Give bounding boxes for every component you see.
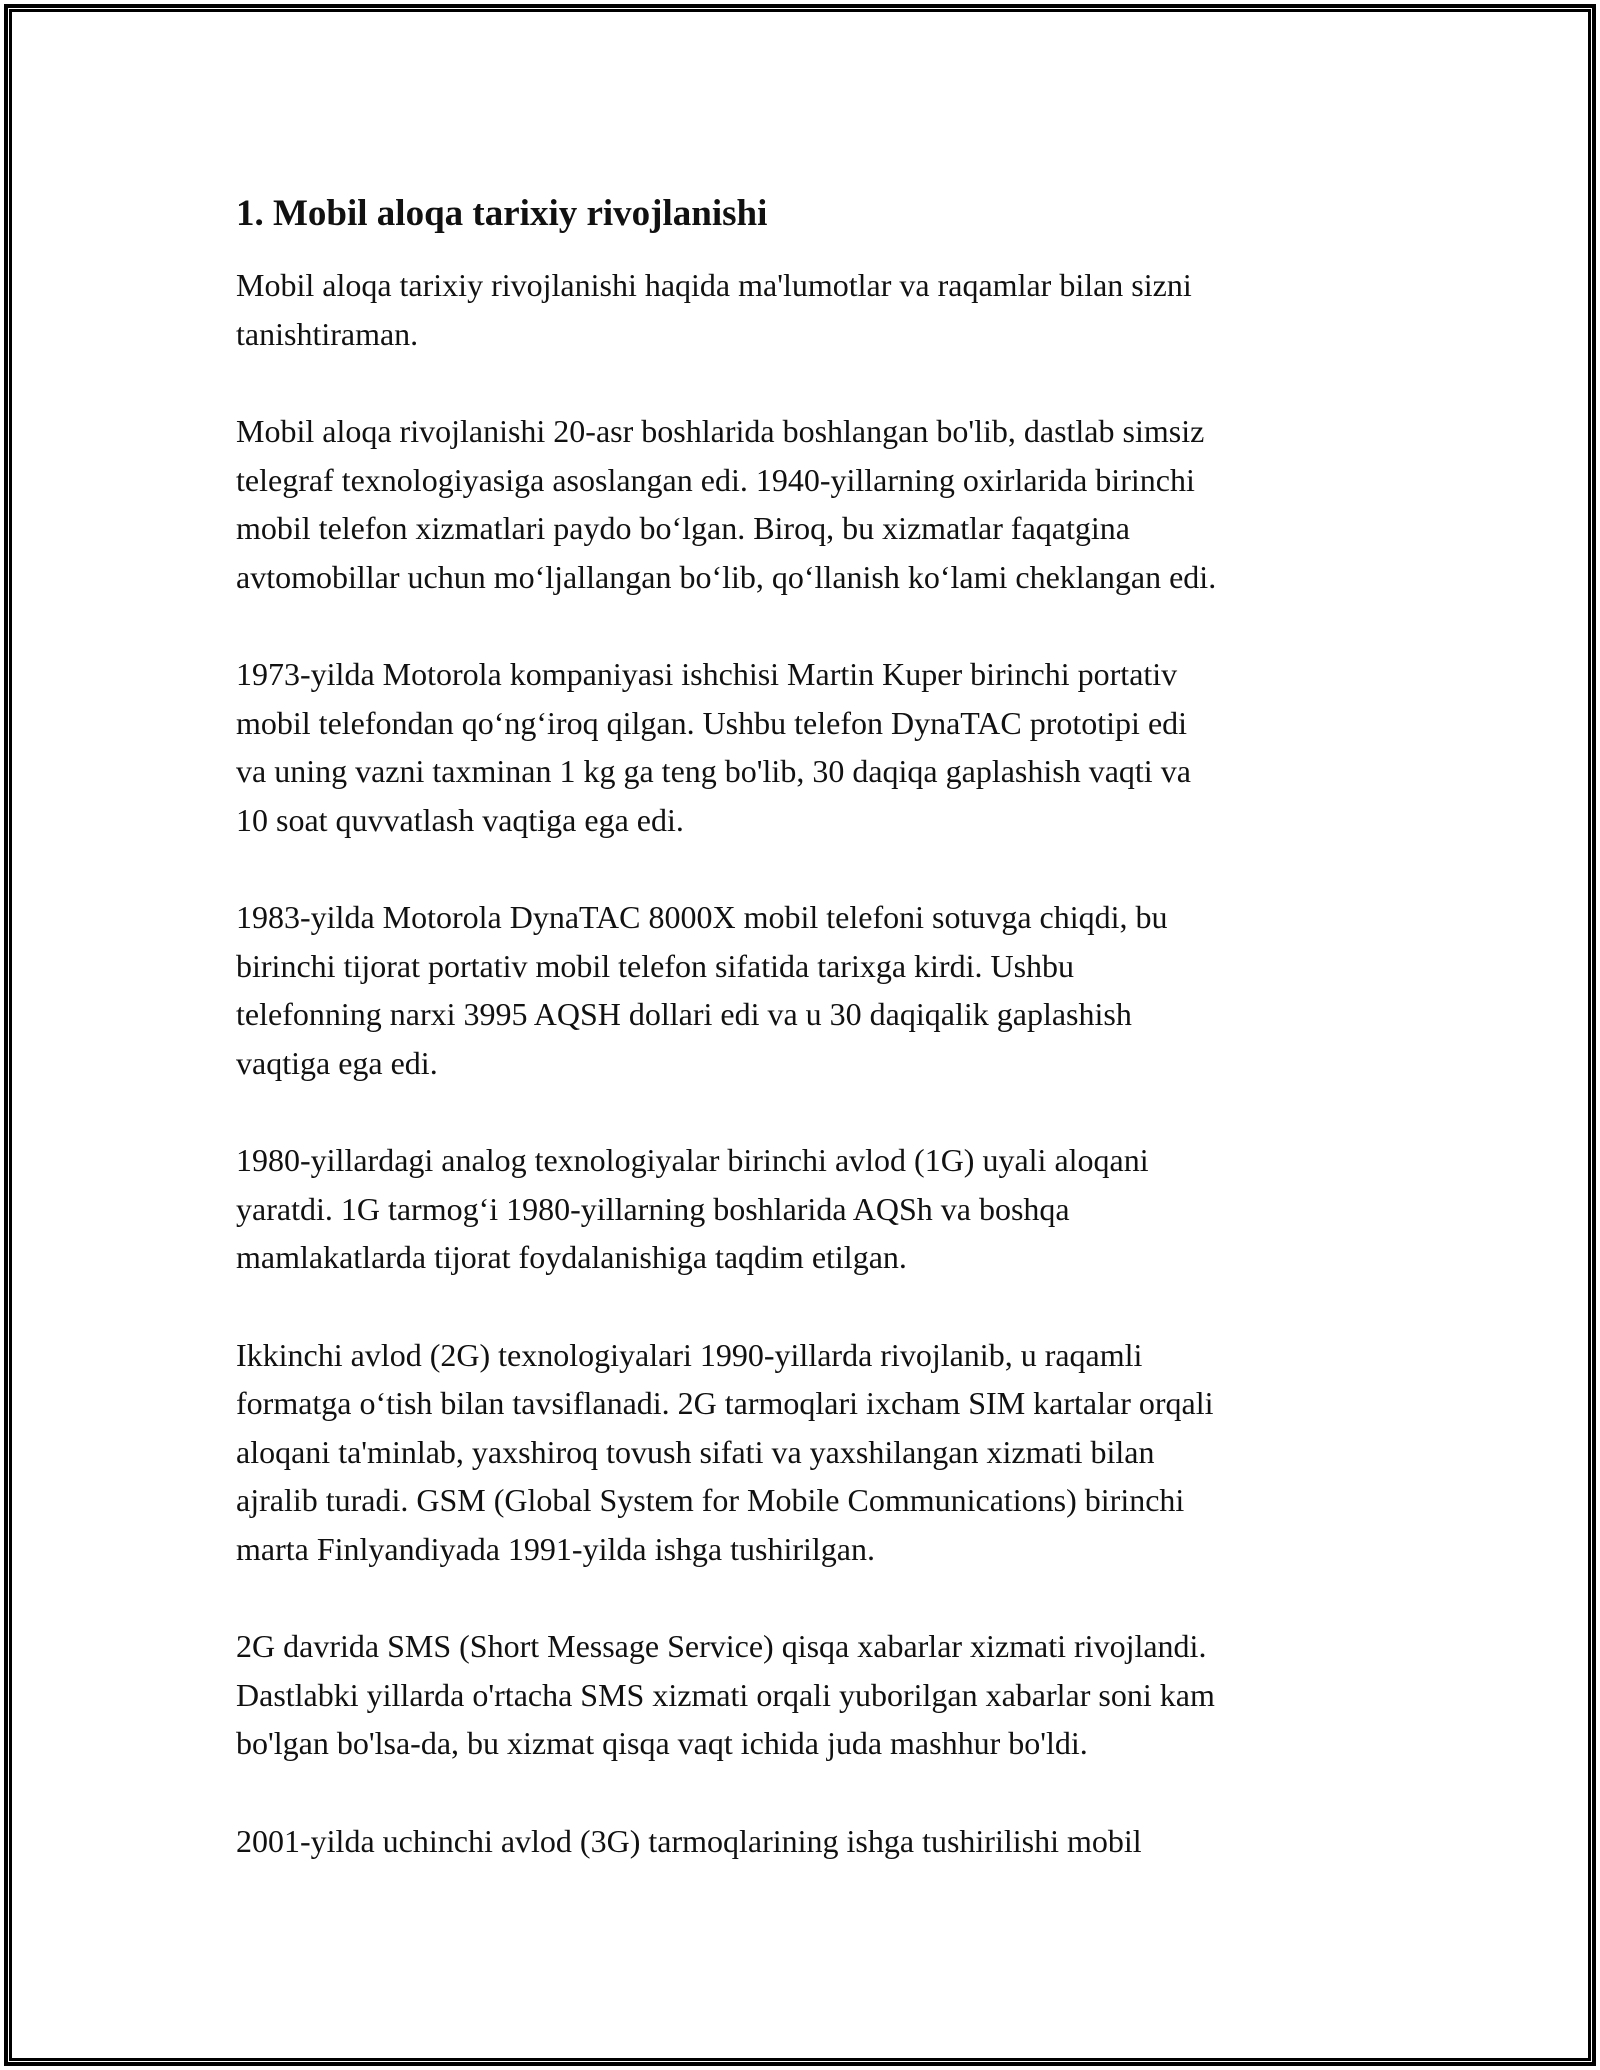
document-body [236, 185, 1376, 1914]
paragraph-1973-first-call: 1973-yilda Motorola kompaniyasi ishchisi Martin Kuper birinchi portativ mobil telefondan qo‘ng‘iroq qilgan. Ushbu telefon DynaTAC prototipi edi va uning vazni taxminan 1 kg ga teng bo'lib, 30 daqiqa gaplashish vaqti va 10 soat quvvatlash vaqtiga ega edi. [236, 656, 1191, 838]
paragraph-3g: 2001-yilda uchinchi avlod (3G) tarmoqlarining ishga tushirilishi mobil [236, 1822, 1142, 1859]
paragraph-1983-dynatac: 1983-yilda Motorola DynaTAC 8000X mobil telefoni sotuvga chiqdi, bu birinchi tijorat portativ mobil telefon sifatida tarixga kirdi. Ushbu telefonning narxi 3995 AQSH dollari edi va u 30 daqiqalik gaplashish vaqtiga ega edi. [236, 899, 1168, 1081]
paragraph-1g: 1980-yillardagi analog texnologiyalar birinchi avlod (1G) uyali aloqani yaratdi. 1G tarmog‘i 1980-yillarning boshlarida AQSh va boshqa mamlakatlarda tijorat foydalanishiga taqdim etilgan. [236, 1142, 1149, 1275]
paragraph-intro: Mobil aloqa tarixiy rivojlanishi haqida ma'lumotlar va raqamlar bilan sizni tanishtiraman. [236, 267, 1192, 352]
section-heading: 1. Mobil aloqa tarixiy rivojlanishi [236, 193, 768, 234]
paragraph-2g: Ikkinchi avlod (2G) texnologiyalari 1990-yillarda rivojlanib, u raqamli formatga o‘tish bilan tavsiflanadi. 2G tarmoqlari ixcham SIM kartalar orqali aloqani ta'minlab, yaxshiroq tovush sifati va yaxshilangan xizmati bilan ajralib turadi. GSM (Global System for Mobile Communications) birinchi marta Finlyandiyada 1991-yilda ishga tushirilgan. [236, 1336, 1214, 1567]
paragraph-sms: 2G davrida SMS (Short Message Service) qisqa xabarlar xizmati rivojlandi. Dastlabki yillarda o'rtacha SMS xizmati orqali yuborilgan xabarlar soni kam bo'lgan bo'lsa-da, bu xizmat qisqa vaqt ichida juda mashhur bo'ldi. [236, 1628, 1215, 1761]
paragraph-early-history: Mobil aloqa rivojlanishi 20-asr boshlarida boshlangan bo'lib, dastlab simsiz telegraf texnologiyasiga asoslangan edi. 1940-yillarning oxirlarida birinchi mobil telefon xizmatlari paydo bo‘lgan. Biroq, bu xizmatlar faqatgina avtomobillar uchun mo‘ljallangan bo‘lib, qo‘llanish ko‘lami cheklangan edi. [236, 413, 1217, 595]
